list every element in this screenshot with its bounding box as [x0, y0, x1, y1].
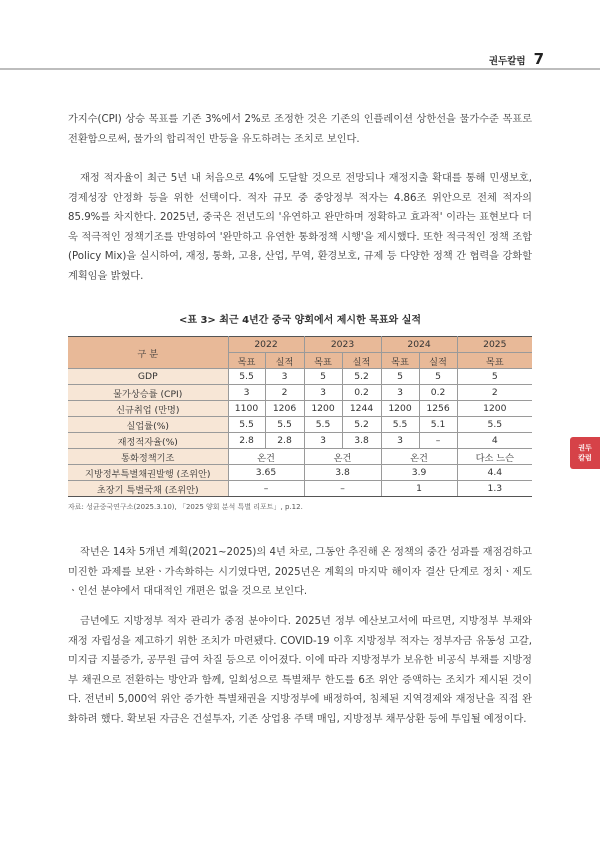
table-cell: – — [228, 481, 304, 497]
table-cell: 3.8 — [342, 433, 381, 449]
table-cell: – — [419, 433, 457, 449]
table-cell: 2 — [457, 385, 532, 401]
table-cell: 5.2 — [342, 417, 381, 433]
table-row — [68, 449, 532, 465]
table-cell: 다소 느슨 — [457, 449, 532, 465]
table-cell: 5 — [304, 369, 342, 385]
table-cell: 5 — [419, 369, 457, 385]
table-row — [68, 465, 532, 481]
table-cell: 2 — [265, 385, 304, 401]
row-label: GDP — [68, 369, 228, 385]
table-row — [68, 433, 532, 449]
table-cell: 3 — [265, 369, 304, 385]
table-cell: 5.5 — [381, 417, 419, 433]
table-cell: – — [304, 481, 381, 497]
goals-results-table — [68, 336, 532, 497]
table-cell: 4 — [457, 433, 532, 449]
table-cell: 온건 — [381, 449, 457, 465]
paragraph-2: 재정 적자율이 최근 5년 내 처음으로 4%에 도달할 것으로 전망되나 재정지출 확대를 통해 민생보호, 경제성장 안정화 등을 위한 선택이다. 적자 규모 중 중앙정부 적자는 4.86조 위안으로 전체 적자의 85.9%를 차지한다. 2025년, 중국은 전년도의 '유연하고 완만하며 정확하고 효과적' 이라는 표현보다 더욱 적극적인 정책기조를 반영하여 '완만하고 유연한 통화정책 시행'을 제시했다. 또한 적극적인 정책 조합(Policy Mix)을 실시하여, 재정, 통화, 고용, 산업, 무역, 환경보호, 규제 등 다양한 정책 간 협력을 강화할 계획임을 밝혔다. — [68, 173, 532, 282]
table-row — [68, 417, 532, 433]
table-cell: 0.2 — [342, 385, 381, 401]
col-target: 목표 — [228, 353, 265, 369]
table-cell: 3 — [381, 385, 419, 401]
table-cell: 5.1 — [419, 417, 457, 433]
col-actual: 실적 — [265, 353, 304, 369]
table-caption: <표 3> 최근 4년간 중국 양회에서 제시한 목표와 실적 — [178, 315, 422, 326]
table-cell: 온건 — [228, 449, 304, 465]
table-row — [68, 369, 532, 385]
table-cell: 5.5 — [457, 417, 532, 433]
paragraph-1: 가지수(CPI) 상승 목표를 기존 3%에서 2%로 조정한 것은 기존의 인플레이션 상한선을 물가수준 목표로 전환함으로써, 물가의 합리적인 반등을 유도하려는 조치로 보인다. — [68, 114, 532, 145]
year-2023: 2023 — [304, 337, 381, 353]
table-cell: 4.4 — [457, 465, 532, 481]
row-label: 실업률(%) — [68, 417, 228, 433]
table-row — [68, 481, 532, 497]
side-section-tab: 권두 칼럼 — [570, 437, 600, 469]
table-cell: 1 — [381, 481, 457, 497]
row-label: 통화정책기조 — [68, 449, 228, 465]
table-cell: 1200 — [457, 401, 532, 417]
table-cell: 5.5 — [265, 417, 304, 433]
table-cell: 온건 — [304, 449, 381, 465]
table-cell: 1244 — [342, 401, 381, 417]
table-cell: 3 — [381, 433, 419, 449]
paragraph-3: 작년은 14차 5개년 계획(2021~2025)의 4년 차로, 그동안 추진해 온 정책의 중간 성과를 재점검하고 미진한 과제를 보완ㆍ가속화하는 시기였다면, 2025년은 계획의 마지막 해이자 결산 단계로 정치ㆍ제도ㆍ인선 분야에서 대대적인 개편은 없을 것으로 보인다. — [68, 547, 532, 598]
header-rule — [0, 68, 600, 70]
table-cell: 5 — [381, 369, 419, 385]
table-cell: 5.5 — [228, 417, 265, 433]
table-row — [68, 401, 532, 417]
row-label: 물가상승률 (CPI) — [68, 385, 228, 401]
paragraph-4: 금년에도 지방정부 적자 관리가 중점 분야이다. 2025년 정부 예산보고서에 따르면, 지방정부 부채와 재정 자립성을 제고하기 위한 조치가 마련됐다. COVID-19 이후 지방정부 적자는 정부자금 유동성 고갈, 미지급 지불증가, 공무원 급여 차질 등으로 이어졌다. 이에 따라 지방정부가 보유한 비공식 부채를 지방정부 채권으로 전환하는 방안과 함께, 일회성으로 특별채무 한도를 6조 위안 증액하는 조치가 제시된 것이다. 전년비 5,000억 위안 증가한 특별채권을 지방정부에 배정하여, 침체된 지역경제와 재정난을 직접 완화하려 했다. 확보된 자금은 건설투자, 기존 상업용 주택 매입, 지방정부 채무상환 등에 투입될 예정이다. — [68, 616, 532, 725]
table-cell: 1.3 — [457, 481, 532, 497]
row-label: 신규취업 (만명) — [68, 401, 228, 417]
table-cell: 5.5 — [228, 369, 265, 385]
section-label: 권두칼럼 — [488, 56, 526, 67]
row-label: 초장기 특별국채 (조위안) — [68, 481, 228, 497]
col-target: 목표 — [381, 353, 419, 369]
table-cell: 3.65 — [228, 465, 304, 481]
table-cell: 3 — [304, 385, 342, 401]
col-target: 목표 — [457, 353, 532, 369]
table-cell: 5 — [457, 369, 532, 385]
table-cell: 2.8 — [265, 433, 304, 449]
row-label: 재정적자율(%) — [68, 433, 228, 449]
table-row — [68, 385, 532, 401]
table-cell: 3 — [304, 433, 342, 449]
year-2024: 2024 — [381, 337, 457, 353]
table-header-label: 구 분 — [68, 337, 228, 369]
row-label: 지방정부특별채권발행 (조위안) — [68, 465, 228, 481]
col-actual: 실적 — [419, 353, 457, 369]
page-header — [489, 47, 544, 67]
table-cell: 1200 — [381, 401, 419, 417]
table-source: 자료: 성균중국연구소(2025.3.10), 「2025 양회 분석 특별 리포트」, p.12. — [68, 503, 303, 511]
table-cell: 3.9 — [381, 465, 457, 481]
table-cell: 5.2 — [342, 369, 381, 385]
table-cell: 3.8 — [304, 465, 381, 481]
table-cell: 5.5 — [304, 417, 342, 433]
table-cell: 1206 — [265, 401, 304, 417]
col-target: 목표 — [304, 353, 342, 369]
table-cell: 1200 — [304, 401, 342, 417]
page-number: 7 — [533, 50, 544, 68]
year-2025: 2025 — [457, 337, 532, 353]
table-cell: 1100 — [228, 401, 265, 417]
year-2022: 2022 — [228, 337, 304, 353]
col-actual: 실적 — [342, 353, 381, 369]
table-cell: 1256 — [419, 401, 457, 417]
table-cell: 0.2 — [419, 385, 457, 401]
table-cell: 3 — [228, 385, 265, 401]
table-cell: 2.8 — [228, 433, 265, 449]
